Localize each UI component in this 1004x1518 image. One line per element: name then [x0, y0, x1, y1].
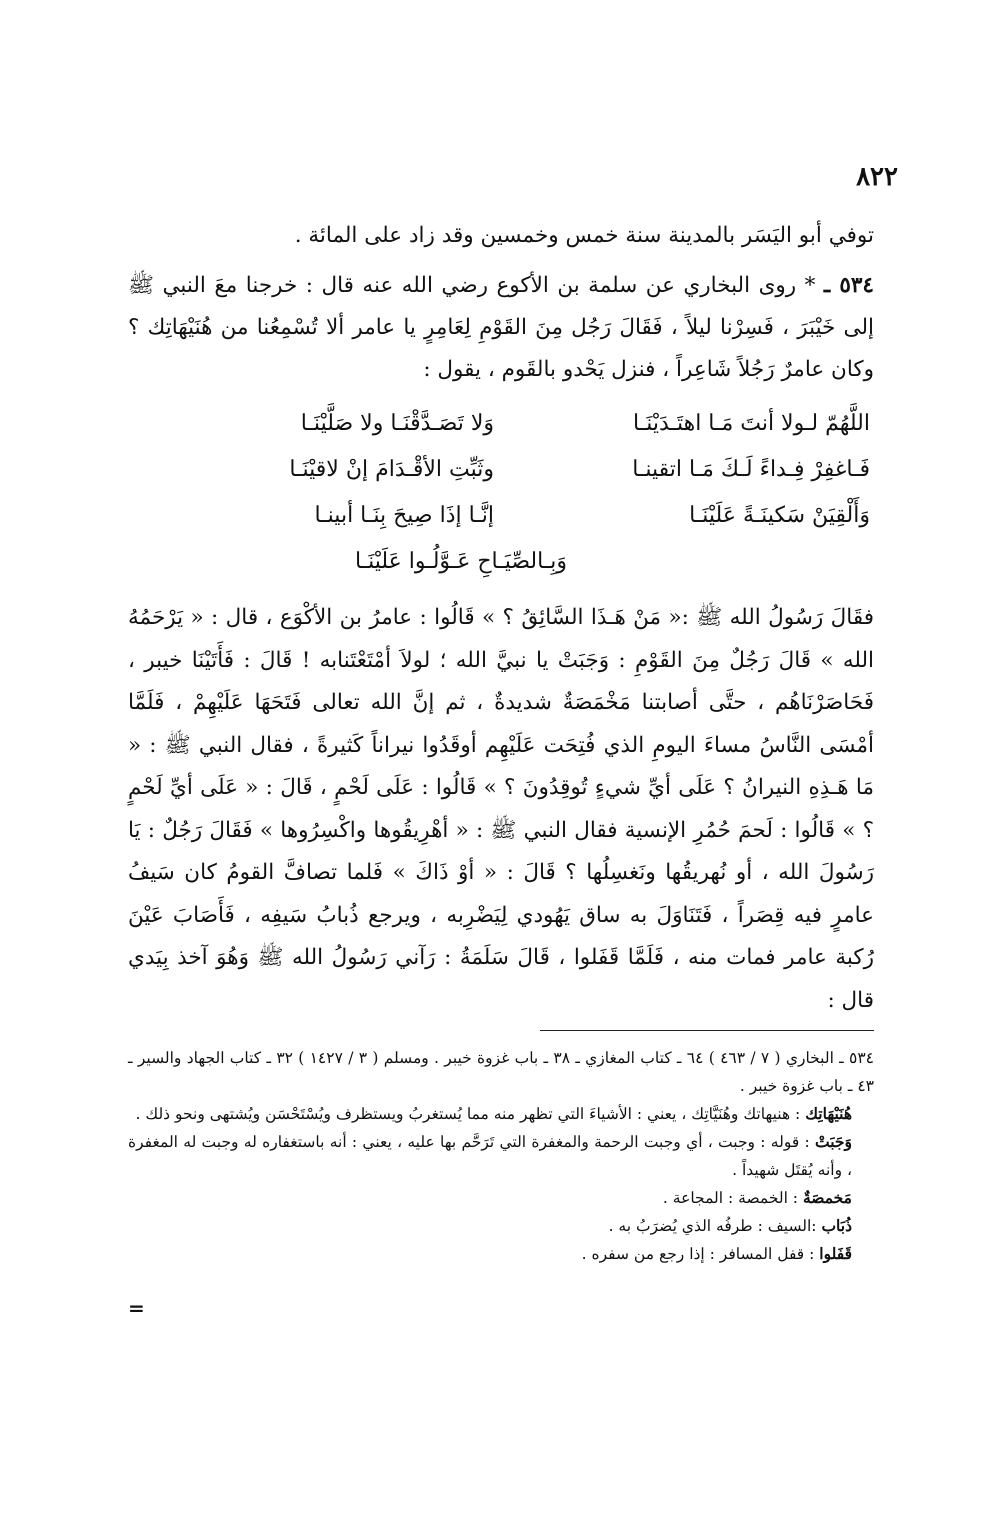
footnote: [128, 1212, 874, 1240]
footnote: [128, 1184, 874, 1212]
footnote: [128, 1044, 874, 1100]
footnote-term: قَفَلوا: [819, 1244, 852, 1263]
verse-final: وَبِـالصِّيَـاحِ عَـوَّلُـوا عَلَيْنَـا: [354, 549, 568, 574]
verse-row: [128, 401, 874, 447]
footnote: [128, 1240, 874, 1268]
footnote-text: ٥٣٤ ـ البخاري ( ٧ / ٤٦٣ ) ٦٤ ـ كتاب المغازي ـ ٣٨ ـ باب غزوة خيبر . ومسلم ( ٣ / ١٤٢٧ ) ٣٢ ـ كتاب الجهاد والسير ـ ٤٣ ـ باب غزوة خيبر .: [128, 1049, 874, 1095]
verse-row: [128, 447, 874, 493]
footnote-term: مَخمصَةٌ: [802, 1188, 852, 1207]
verse-hemistich: وَأَلْقِيَنْ سَكينَـةً عَلَيْنَـا: [689, 503, 870, 528]
footnote-term: وَجَبَتْ: [815, 1132, 852, 1151]
footnotes: [128, 1044, 874, 1268]
hadith-opening: [128, 265, 874, 391]
footnote: [128, 1100, 874, 1128]
footnote: [128, 1128, 874, 1184]
main-text: [128, 215, 874, 1022]
footnote-text: : الخمصة : المجاعة .: [662, 1189, 799, 1207]
verse-row: [128, 493, 874, 539]
narrative-paragraph: فقَالَ رَسُولُ الله ﷺ :« مَنْ هَـذَا السَّائِقُ ؟ » قَالُوا : عامرُ بن الأكْوَع ، قال : « يَرْحَمُهُ الله » قَالَ رَجُلٌ مِنَ القَوْمِ : وَجَبَتْ يا نبيَّ الله ؛ لولاَ أمْتَعْتَنابه ! قَالَ : فَأَتَيْنَا خيبر ، فَحَاصَرْنَاهُم ، حتَّى أصابتنا مَخْمَصَةٌ شديدةٌ ، ثم إنَّ الله تعالى فَتَحَهَا عَلَيْهِمْ ، فَلَمَّا أمْسَى النَّاسُ مساءَ اليومِ الذي فُتِحَت عَلَيْهِم أوقَدُوا نيراناً كَثيرةً ، فقال النبي ﷺ : « مَا هَـذِهِ النيرانُ ؟ عَلَى أيِّ شيءٍ تُوقِدُونَ ؟ » قَالُوا : عَلَى لَحْمٍ ، قَالَ : « عَلَى أيِّ لَحْمٍ ؟ » قَالُوا : لَحمَ حُمُرِ الإنسية فقال النبي ﷺ : « أهْرِيقُوها واكْسِرُوها » فَقَالَ رَجُلٌ : يَا رَسُولَ الله ، أو نُهريقُها ونَغسِلُها ؟ قَالَ : « أوْ ذَاكَ » فَلما تصافَّ القومُ كان سَيفُ عامرٍ فيه قِصَراً ، فَتَنَاوَلَ به ساق يَهُودي لِيَضْرِبه ، ويرجع ذُبابُ سَيفِه ، فَأَصَابَ عَيْنَ رُكبة عامر فمات منه ، فَلَمَّا قَفَلوا ، قَالَ سَلَمَةُ : رَآني رَسُولُ الله ﷺ وَهُوَ آخذ بِيَدي قال :: [128, 605, 874, 1013]
page-number: ٨٢٢: [856, 162, 898, 192]
verse-hemistich: وَلا تَصَـدَّقْنَـا ولا صَلَّيْنَـا: [300, 411, 494, 436]
intro-line: توفي أبو اليَسَر بالمدينة سنة خمس وخمسين وقد زاد على المائة .: [294, 223, 874, 248]
footnote-text: : قوله : وجبت ، أي وجبت الرحمة والمغفرة التي تَرَحَّم بها عليه ، يعني : أنه باستغفاره له وجبت له المغفرة ، وأنه يُقتَل شهيداً .: [128, 1133, 852, 1179]
verse-hemistich: اللَّهُمّ لـولا أنتَ مَـا اهتَـدَيْنَـا: [633, 411, 870, 436]
footnote-text: : قفل المسافر : إذا رجع من سفره .: [581, 1245, 815, 1263]
hadith-number: ٥٣٤ ـ: [823, 273, 874, 298]
poem: [128, 401, 874, 585]
footnote-text: :السيف : طرفُه الذي يُضرَبُ به .: [608, 1217, 817, 1235]
continuation-mark: =: [128, 1296, 145, 1320]
verse-hemistich: وثَبِّتِ الأقْـدَامَ إنْ لاقيْنَـا: [289, 457, 494, 482]
footnote-term: ذُبَاب: [821, 1216, 852, 1235]
footnote-text: : هنيهاتك وهُنَيَّاتِك ، يعني : الأشياءَ التي تظهر منه مما يُستغربُ ويستظرف ويُسْتَحْسَن ويُشتهى ونحو ذلك .: [135, 1105, 801, 1123]
hadith-opening-text: * روى البخاري عن سلمة بن الأكوع رضي الله عنه قال : خرجنا معَ النبي ﷺ إلى خَيْبَرَ ، فَسِرْنا ليلاً ، فَقَالَ رَجُل مِنَ القَوْمِ لِعَامِرٍ يا عامر ألا تُسْمِعُنا من هُنَيْهَاتِك ؟ وكان عامرٌ رَجُلاً شَاعِراً ، فنزل يَحْدو بالقَوم ، يقول :: [128, 273, 874, 382]
footnote-divider: [540, 1030, 874, 1031]
footnote-term: هُنَيْهَاتِك: [805, 1104, 852, 1123]
verse-hemistich: إنَّـا إذَا صِيحَ بِنَـا أبينـا: [314, 503, 494, 528]
verse-hemistich: فَـاغفِرْ فِـداءً لَـكَ مَـا اتقينـا: [632, 457, 870, 482]
